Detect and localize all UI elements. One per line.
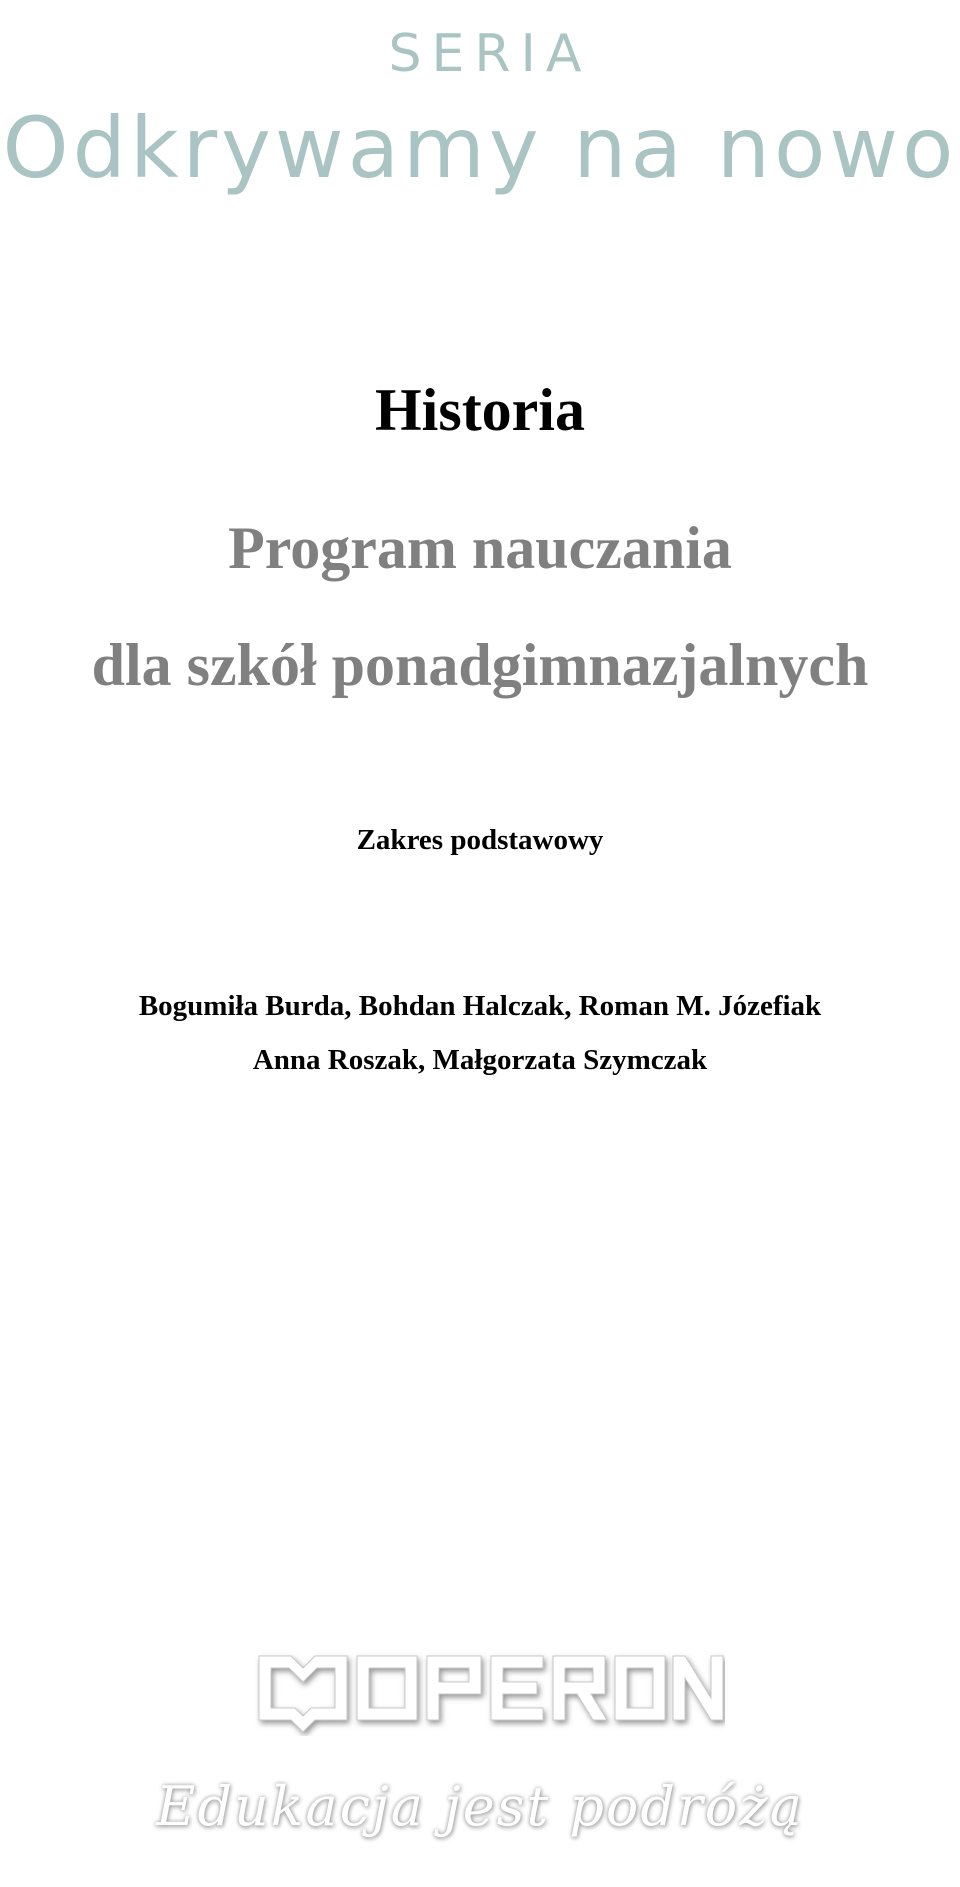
series-name: Odkrywamy na nowo [2,99,958,197]
book-icon [259,1656,347,1732]
scope-label: Zakres podstawowy [356,824,604,856]
document-subtitle-line2: dla szkół ponadgimnazjalnych [91,632,869,698]
publisher-tagline: Edukacja jest podróżą [156,1775,804,1838]
publisher-logo [255,1650,725,1736]
series-label: SERIA [388,24,592,84]
document-title: Historia [375,377,585,443]
authors-line2: Anna Roszak, Małgorzata Szymczak [252,1044,708,1076]
authors-line1: Bogumiła Burda, Bohdan Halczak, Roman M. Józefiak [138,990,822,1022]
document-subtitle-line1: Program nauczania [228,515,732,581]
